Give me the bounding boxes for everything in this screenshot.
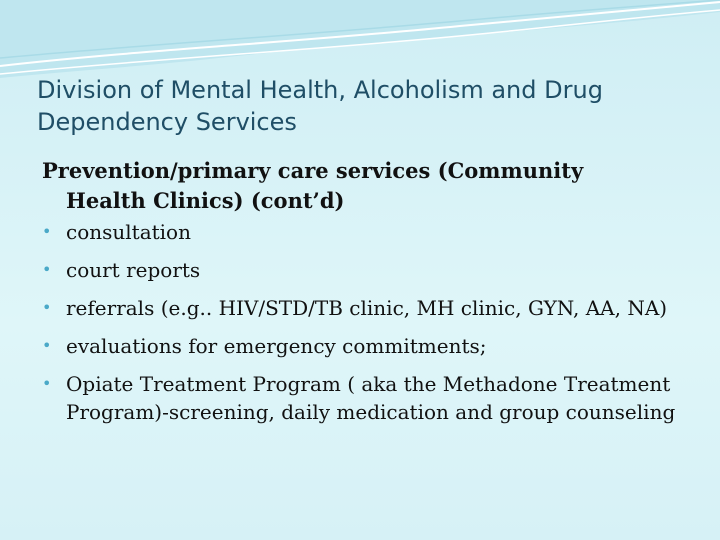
- bullet-text: evaluations for emergency commitments;: [66, 334, 487, 358]
- bullet-text: consultation: [66, 220, 191, 244]
- lead-line-1: Prevention/primary care services (Community: [42, 158, 584, 183]
- bullet-icon: •: [42, 260, 52, 279]
- bullet-text: Opiate Treatment Program ( aka the Methadone Treatment Program)-screening, daily medication and group counseling: [66, 372, 676, 424]
- lead-line-2: Health Clinics) (cont’d): [66, 188, 345, 213]
- bullet-icon: •: [42, 222, 52, 241]
- bullet-icon: •: [42, 336, 52, 355]
- bullet-list: [42, 218, 682, 426]
- list-item: [42, 294, 682, 322]
- decorative-wave-band: [0, 0, 720, 80]
- list-item: [42, 332, 682, 360]
- lead-heading: [42, 156, 682, 216]
- bullet-icon: •: [42, 374, 52, 393]
- bullet-text: referrals (e.g.. HIV/STD/TB clinic, MH clinic, GYN, AA, NA): [66, 296, 668, 320]
- list-item: [42, 256, 682, 284]
- slide-content: [42, 156, 682, 436]
- bullet-text: court reports: [66, 258, 201, 282]
- list-item: [42, 370, 682, 426]
- list-item: [42, 218, 682, 246]
- slide-title: Division of Mental Health, Alcoholism and Drug Dependency Services: [37, 76, 603, 136]
- bullet-icon: •: [42, 298, 52, 317]
